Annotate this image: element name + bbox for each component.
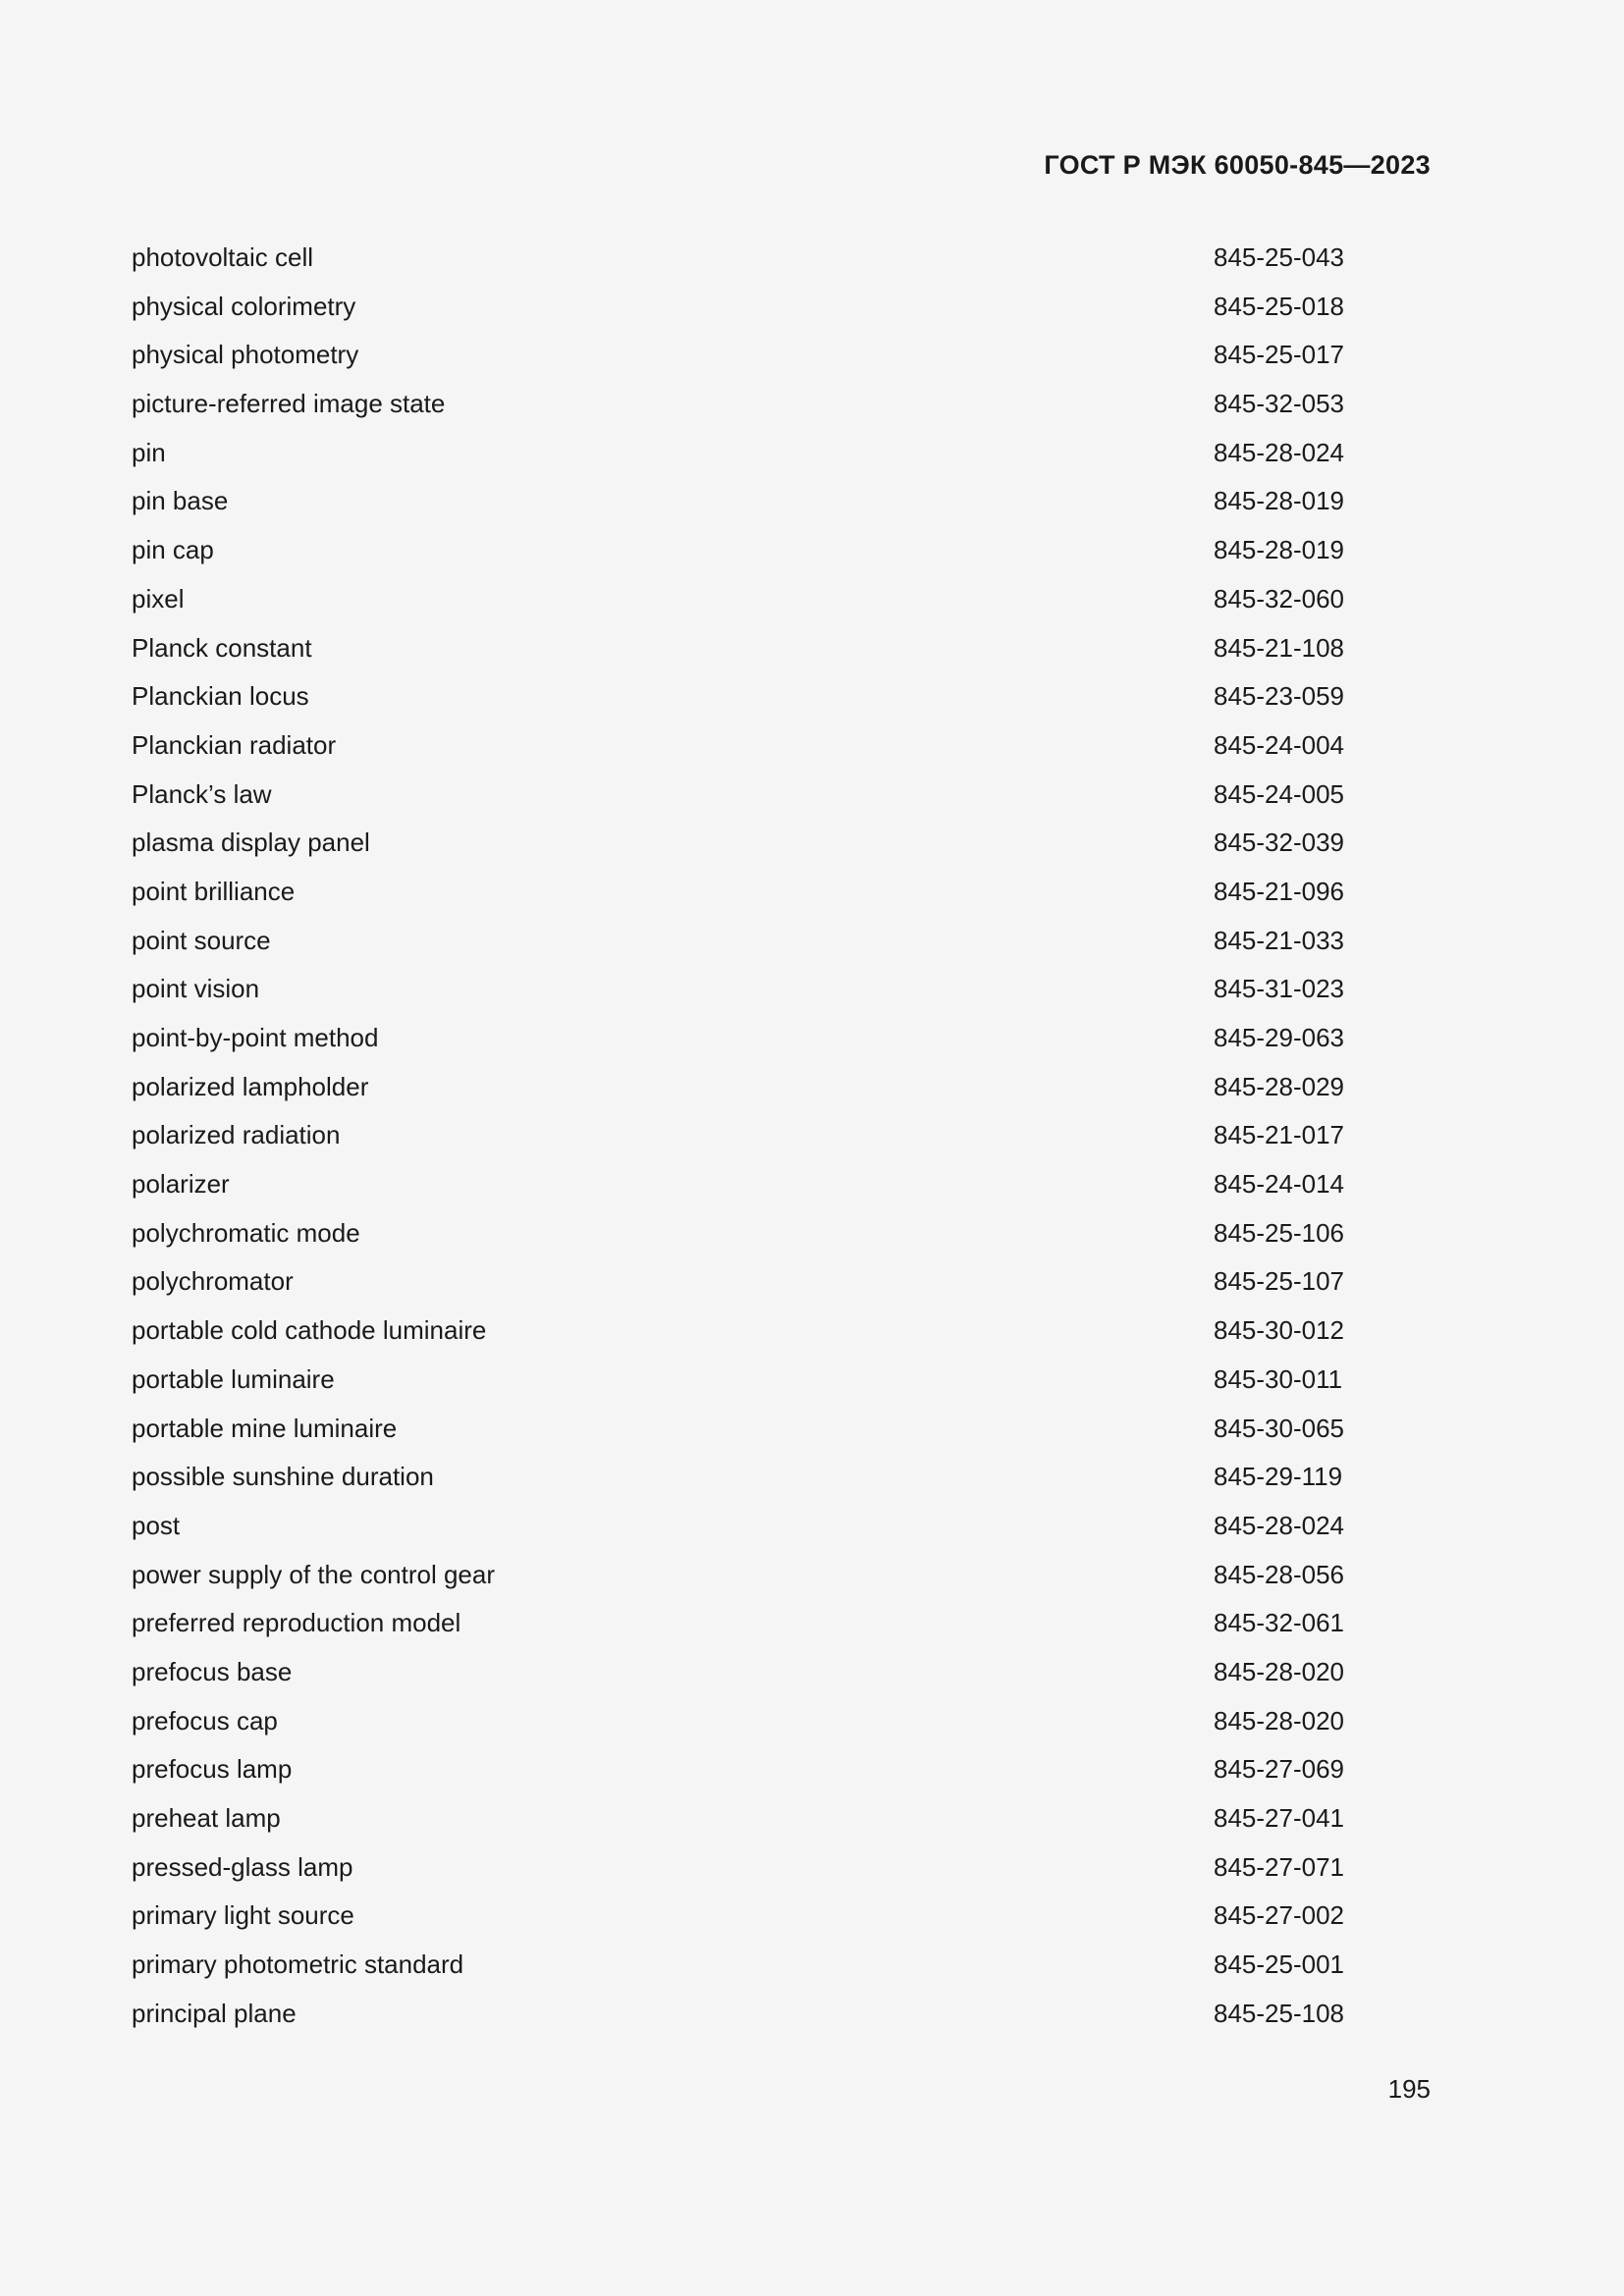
index-reference-number: 845-32-061: [1214, 1608, 1344, 1638]
index-row: [132, 628, 1344, 677]
index-row: [132, 433, 1344, 482]
index-term: prefocus cap: [132, 1705, 278, 1735]
index-row: [132, 1701, 1344, 1750]
index-reference-number: 845-31-023: [1214, 974, 1344, 1004]
index-reference-number: 845-28-019: [1214, 535, 1344, 565]
index-reference-number: 845-28-024: [1214, 437, 1344, 467]
index-term: point source: [132, 925, 271, 955]
index-reference-number: 845-25-043: [1214, 242, 1344, 272]
index-reference-number: 845-28-029: [1214, 1071, 1344, 1101]
index-reference-number: 845-28-056: [1214, 1559, 1344, 1589]
index-reference-number: 845-29-119: [1214, 1462, 1343, 1492]
index-term: Planck’s law: [132, 778, 272, 809]
index-row: [132, 1457, 1343, 1506]
index-reference-number: 845-32-039: [1214, 828, 1344, 858]
index-row: [132, 238, 1344, 287]
index-reference-number: 845-27-041: [1214, 1803, 1344, 1833]
index-term: plasma display panel: [132, 828, 370, 858]
index-term: polarized lampholder: [132, 1071, 369, 1101]
index-reference-number: 845-24-014: [1214, 1169, 1344, 1200]
index-term: photovoltaic cell: [132, 242, 313, 272]
index-term: Planckian radiator: [132, 729, 337, 760]
index-reference-number: 845-25-107: [1214, 1266, 1344, 1297]
index-reference-number: 845-23-059: [1214, 681, 1344, 712]
index-reference-number: 845-28-024: [1214, 1510, 1344, 1540]
index-row: [132, 1652, 1344, 1701]
index-row: [132, 481, 1344, 530]
index-term: point-by-point method: [132, 1023, 379, 1052]
index-row: [132, 1213, 1344, 1262]
index-term: post: [132, 1510, 181, 1540]
index-row: [132, 579, 1344, 628]
term-index-list: [132, 238, 1344, 2042]
index-reference-number: 845-28-020: [1214, 1705, 1344, 1735]
index-term: physical photometry: [132, 340, 359, 370]
index-row: [132, 335, 1344, 384]
index-reference-number: 845-21-108: [1214, 632, 1344, 663]
index-reference-number: 845-25-108: [1214, 1998, 1344, 2028]
index-row: [132, 1603, 1344, 1652]
index-row: [132, 774, 1344, 824]
index-term: point vision: [132, 974, 260, 1004]
index-row: [132, 1896, 1344, 1945]
index-term: possible sunshine duration: [132, 1462, 434, 1492]
index-term: power supply of the control gear: [132, 1559, 495, 1589]
index-reference-number: 845-32-053: [1214, 389, 1344, 419]
index-row: [132, 1506, 1344, 1555]
index-term: point brilliance: [132, 876, 296, 906]
index-term: portable mine luminaire: [132, 1413, 398, 1443]
index-row: [132, 1018, 1344, 1067]
index-row: [132, 872, 1344, 921]
index-row: [132, 823, 1344, 872]
index-row: [132, 1555, 1344, 1604]
index-reference-number: 845-25-001: [1214, 1949, 1344, 1980]
index-term: prefocus lamp: [132, 1754, 293, 1785]
index-reference-number: 845-21-033: [1214, 925, 1344, 955]
index-row: [132, 676, 1344, 725]
index-reference-number: 845-24-005: [1214, 778, 1344, 809]
index-term: pixel: [132, 583, 185, 614]
index-row: [132, 1798, 1344, 1847]
index-term: polarizer: [132, 1169, 230, 1200]
index-term: pin: [132, 437, 166, 467]
page-number: 195: [1387, 2074, 1431, 2104]
index-row: [132, 1409, 1344, 1458]
index-reference-number: 845-25-106: [1214, 1217, 1344, 1248]
document-header: ГОСТ Р МЭК 60050-845—2023: [1044, 150, 1431, 180]
index-row: [132, 969, 1344, 1018]
index-term: Planck constant: [132, 632, 312, 663]
index-reference-number: 845-28-020: [1214, 1656, 1344, 1686]
index-reference-number: 845-29-063: [1214, 1023, 1344, 1052]
index-term: Planckian locus: [132, 681, 309, 712]
index-reference-number: 845-30-011: [1214, 1363, 1343, 1394]
index-row: [132, 1994, 1344, 2043]
index-reference-number: 845-21-017: [1214, 1120, 1344, 1150]
index-term: physical colorimetry: [132, 291, 356, 321]
index-row: [132, 1310, 1344, 1360]
index-reference-number: 845-27-071: [1214, 1851, 1344, 1882]
index-row: [132, 530, 1344, 579]
index-term: primary light source: [132, 1900, 354, 1931]
index-row: [132, 921, 1344, 970]
index-reference-number: 845-30-012: [1214, 1315, 1344, 1346]
index-term: pin base: [132, 486, 229, 516]
index-term: preferred reproduction model: [132, 1608, 461, 1638]
index-row: [132, 384, 1344, 433]
index-reference-number: 845-21-096: [1214, 876, 1344, 906]
index-reference-number: 845-27-002: [1214, 1900, 1344, 1931]
index-row: [132, 725, 1344, 774]
index-term: polarized radiation: [132, 1120, 341, 1150]
index-row: [132, 1360, 1343, 1409]
index-row: [132, 1164, 1344, 1213]
index-reference-number: 845-28-019: [1214, 486, 1344, 516]
index-reference-number: 845-24-004: [1214, 729, 1344, 760]
index-row: [132, 1261, 1344, 1310]
index-reference-number: 845-32-060: [1214, 583, 1344, 614]
index-term: picture-referred image state: [132, 389, 446, 419]
index-reference-number: 845-25-018: [1214, 291, 1344, 321]
index-row: [132, 1847, 1344, 1896]
index-term: portable cold cathode luminaire: [132, 1315, 487, 1346]
index-term: polychromator: [132, 1266, 294, 1297]
index-reference-number: 845-30-065: [1214, 1413, 1344, 1443]
index-row: [132, 287, 1344, 336]
index-term: polychromatic mode: [132, 1217, 360, 1248]
index-term: prefocus base: [132, 1656, 293, 1686]
index-term: pressed-glass lamp: [132, 1851, 353, 1882]
index-row: [132, 1749, 1344, 1798]
index-reference-number: 845-25-017: [1214, 340, 1344, 370]
index-row: [132, 1067, 1344, 1116]
index-reference-number: 845-27-069: [1214, 1754, 1344, 1785]
index-term: portable luminaire: [132, 1363, 335, 1394]
index-term: preheat lamp: [132, 1803, 281, 1833]
index-row: [132, 1945, 1344, 1994]
index-term: pin cap: [132, 535, 214, 565]
index-term: primary photometric standard: [132, 1949, 464, 1980]
index-row: [132, 1115, 1344, 1164]
index-term: principal plane: [132, 1998, 297, 2028]
